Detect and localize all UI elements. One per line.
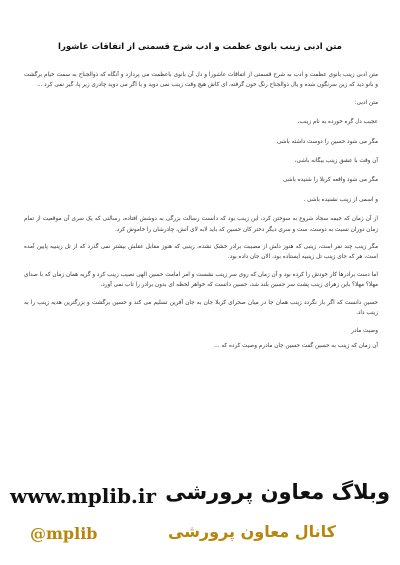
document-body: [24, 70, 378, 358]
verse-line: و اسمی از زینب نشنیده باشی .: [303, 196, 378, 203]
intro-paragraph: متن ادبی زینب بانوی عظمت و ادب به شرح قسمتی از اتفاقات عاشورا و دل آن بانوی باعظمت می پردازد و آنگاه که ذوالجناح به سمت خیام برگشت و بانو دید که زین سرنگون شده و یال ذوالجناح رنگ خون گرفته، ای کاش هیچ وقت زینب نمی دوید و یا اگر می دوید چادری زیر پا، گیر نمی کرد ...: [24, 72, 378, 89]
closing-paragraph: آن زمان که زینب به حسین گفت حسین جان مادرم وصیت کرده که ...: [214, 342, 378, 349]
channel-name: کانال معاون پرورشی: [168, 522, 336, 541]
verse-line: مگر می شود واقعه کربلا را شنیده باشی: [283, 177, 378, 184]
body-paragraph: اما دست برادرها کار خودش را کرده بود و آن زمان که روی سر زینب نشست و امر امامت حسین الهی نصیب زینب کرد و گریه همان زمان که با صدای مهلا؟ مهلا؟ باین زهرای زینب پشت سر حسین بلند شد، حسین دانست که خواهر لحظه ای بدون برادر را تاب نمی آورد.: [24, 271, 378, 289]
body-paragraph: مگر زینب چند نفر است، زینبی که هنوز دلش از مصیبت برادر خشک نشده، زینبی که هنوز مقابل عقلش بیشتر نمی گذرد که از تل زینبیه پایین آمده است، هر که جای زینب تل زینبیه ایستاده بود، الان جان داده بود.: [24, 244, 378, 261]
subheading: وصیت مادر: [351, 327, 378, 334]
blog-name: وبلاگ معاون پرورشی: [165, 480, 390, 504]
channel-handle: @mplib: [30, 524, 98, 543]
watermark-footer: [0, 478, 400, 565]
site-url: www.mplib.ir: [10, 484, 157, 508]
body-paragraph: حسین دانست که اگر باز نگردد زینب همان جا در میان صحرای کربلا جان به جان آفرین تسلیم می کند و حسین برگشت و بزرگترین هدیه زینب را به زینب داد.: [24, 299, 378, 317]
verse-line: عجیب دل گره خورده به نام زینب،: [297, 119, 378, 126]
verse-line: مگر می شود حسین را دوست داشته باشی: [276, 138, 378, 145]
document-title: متن ادبی زینب بانوی عظمت و ادب شرح قسمتی از اتفاقات عاشورا: [58, 42, 342, 52]
section-label: متن ادبی:: [354, 99, 378, 106]
verse-line: آن وقت با عشق زینب بیگانه باشی،: [294, 158, 378, 165]
body-paragraph: از آن زمان که خیمه سجاد شروع به سوختن کرد، این زینب بود که دانست رسالت بزرگی به دوشش افتاده، رسالتی که یک سری آن موقعیت از تمام زمان دوران نسبت به دوست، ست و سری دیگر دختر کان حسین که باید لابه لای آتش، چادرشان را خاموش کرد.: [24, 216, 378, 233]
